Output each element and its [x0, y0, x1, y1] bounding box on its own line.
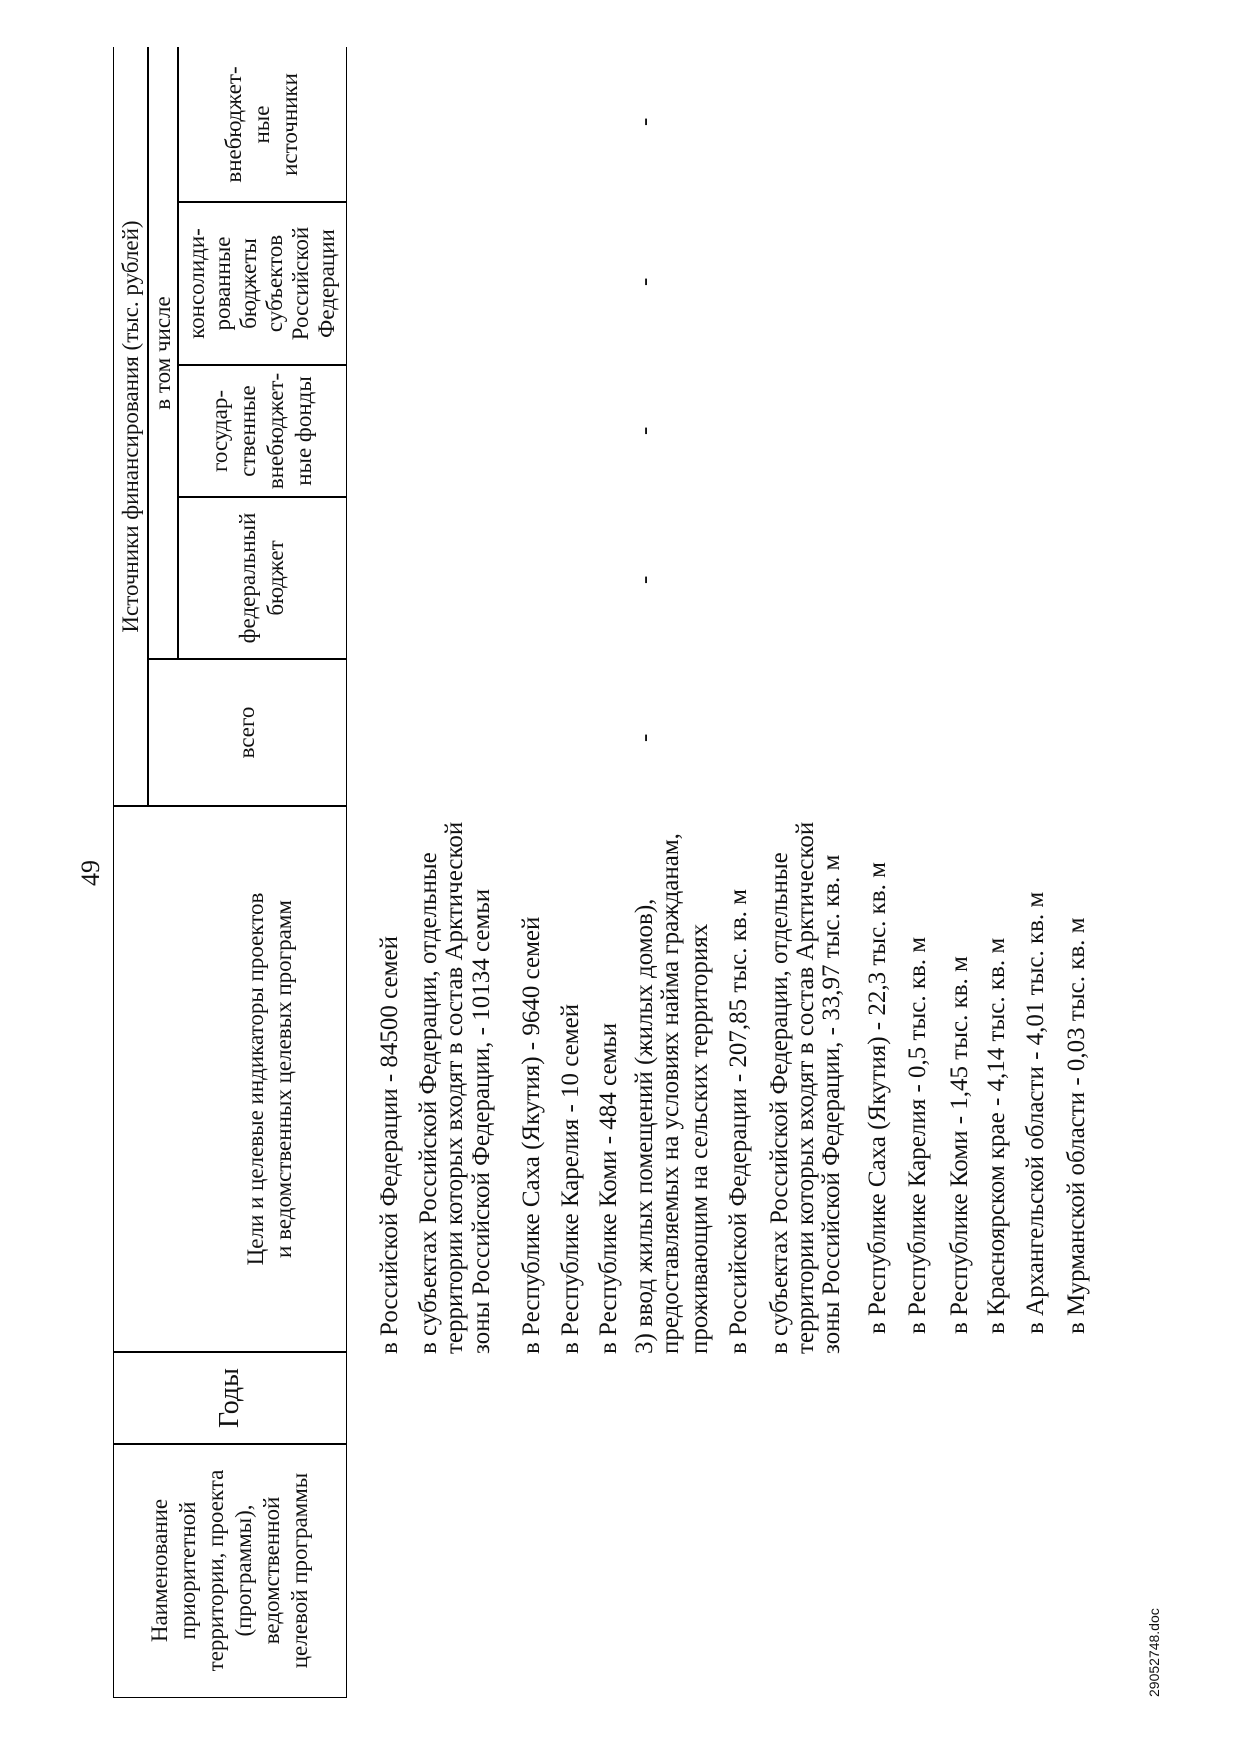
- indicator-line: в Республике Карелия - 10 семей: [557, 1003, 584, 1354]
- header-text: консолиди-: [184, 228, 209, 339]
- indicator-line: 3) ввод жилых помещений (жилых домов),: [631, 898, 658, 1354]
- header-text: Годы: [214, 1368, 245, 1428]
- header-text: ведомственной: [259, 1496, 284, 1645]
- header-text: Российской: [288, 226, 313, 341]
- indicator-line: в Республике Коми - 1,45 тыс. кв. м: [946, 956, 973, 1334]
- header-text: целевой программы: [287, 1472, 312, 1669]
- header-federal-column: [177, 496, 347, 660]
- indicator-line: предоставляемых на условиях найма гражданам,: [657, 833, 684, 1354]
- indicator-line: проживающим на сельских территориях: [686, 923, 713, 1354]
- indicator-line: в Красноярском крае - 4,14 тыс. кв. м: [983, 937, 1010, 1334]
- header-regional-column: [177, 201, 347, 366]
- header-text: государ-: [207, 390, 232, 472]
- header-text: ственные: [235, 385, 260, 477]
- header-funding-title: [113, 47, 149, 807]
- header-text: Наименование: [147, 1498, 172, 1643]
- header-years-column: [113, 1351, 347, 1445]
- federal-value: -: [631, 575, 658, 584]
- document-filename: 29052748.doc: [1146, 1608, 1162, 1697]
- header-text: ные фонды: [291, 376, 316, 486]
- header-text: источники: [277, 73, 302, 176]
- indicator-line: в Российской Федерации - 84500 семей: [376, 936, 403, 1354]
- page-number: 49: [76, 860, 105, 886]
- header-total-column: [147, 658, 347, 807]
- indicator-line: в Мурманской области - 0,03 тыс. кв. м: [1063, 917, 1090, 1334]
- header-text: ные: [249, 105, 274, 144]
- header-goals-column: [113, 805, 347, 1353]
- header-name-column: [113, 1443, 347, 1698]
- indicator-line: зоны Российской Федерации, - 10134 семьи: [468, 888, 495, 1354]
- header-text: и ведомственных целевых программ: [271, 900, 296, 1258]
- indicator-line: территории которых входят в состав Арктической: [441, 821, 468, 1354]
- header-offbudget-column: [177, 47, 347, 203]
- header-text: приоритетной: [175, 1501, 200, 1640]
- header-text: территории, проекта: [203, 1469, 228, 1672]
- header-including: [147, 47, 179, 660]
- header-text: субъектов: [262, 234, 287, 333]
- indicator-line: в Республике Коми - 484 семьи: [595, 1022, 622, 1354]
- indicator-line: в Республике Саха (Якутия) - 22,3 тыс. кв. м: [864, 862, 891, 1334]
- header-text: Источники финансирования (тыс. рублей): [118, 220, 143, 633]
- header-text: Федерации: [314, 229, 339, 338]
- header-text: (программы),: [231, 1504, 256, 1637]
- header-text: бюджет: [263, 540, 288, 616]
- header-text: рованные: [210, 236, 235, 331]
- indicator-line: в Республике Карелия - 0,5 тыс. кв. м: [904, 936, 931, 1334]
- indicator-line: в субъектах Российской Федерации, отдельные: [415, 852, 442, 1354]
- header-text: Цели и целевые индикаторы проектов: [243, 892, 268, 1266]
- header-text: внебюджет-: [221, 66, 246, 183]
- header-text: внебюджет-: [263, 372, 288, 490]
- state-funds-value: -: [631, 426, 658, 435]
- indicator-line: в Российской Федерации - 207,85 тыс. кв. м: [725, 889, 752, 1354]
- header-text: бюджеты: [236, 238, 261, 329]
- indicator-line: территории которых входят в состав Арктической: [792, 821, 819, 1354]
- regional-value: -: [631, 277, 658, 286]
- header-text: в том числе: [150, 296, 175, 410]
- header-text: федеральный: [235, 512, 260, 644]
- indicator-line: в Архангельской области - 4,01 тыс. кв. м: [1022, 891, 1049, 1334]
- indicator-line: в субъектах Российской Федерации, отдельные: [766, 852, 793, 1354]
- header-state-funds-column: [177, 364, 347, 498]
- header-text: всего: [234, 706, 259, 759]
- offbudget-value: -: [631, 117, 658, 126]
- total-value: -: [631, 733, 658, 742]
- indicator-line: в Республике Саха (Якутия) - 9640 семей: [518, 916, 545, 1354]
- indicator-line: зоны Российской Федерации, - 33,97 тыс. кв. м: [818, 854, 845, 1354]
